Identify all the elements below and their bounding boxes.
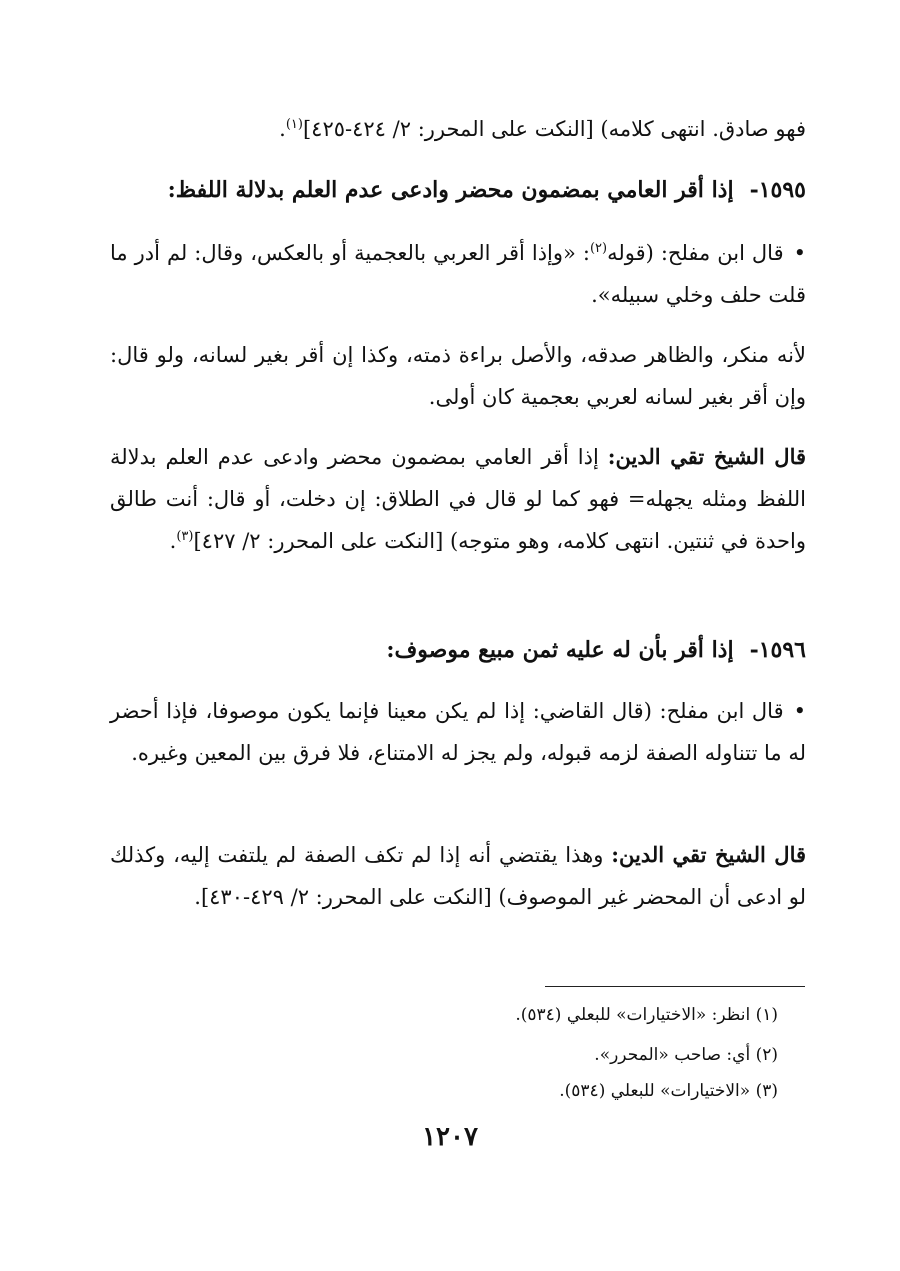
paragraph-continuation: فهو صادق. انتهى كلامه) [النكت على المحرر: ٢/ ٤٢٤-٤٢٥]$^{(١)}$. [279,117,806,141]
speaker-name: قال الشيخ تقي الدين: [611,842,807,867]
footnote-ref: (٢) [589,241,608,256]
footnote-1: (١) انظر: «الاختيارات» للبعلي (٥٣٤). [515,1005,778,1025]
paragraph-taqi-al-din-2: قال الشيخ تقي الدين: وهذا يقتضي أنه إذا لم تكف الصفة لم يلتفت إليه، وكذلك لو ادعى أن المحضر غير الموصوف) [النكت على المحرر: ٢/ ٤٢٩-٤٣٠]. [110,842,807,909]
paragraph-ibn-muflih-1: •قال ابن مفلح: (قوله$^{(٢)}$: «وإذا أقر العربي بالعجمية أو بالعكس، وقال: لم أدر ما قلت حلف وخلي سبيله». [110,241,806,307]
paragraph-explanation: لأنه منكر، والظاهر صدقه، والأصل براءة ذمته، وكذا إن أقر بغير لسانه، ولو قال: وإن أقر بغير لسانه لعربي بعجمية كان أولى. [110,343,806,409]
paragraph-ibn-muflih-2: •قال ابن مفلح: (قال القاضي: إذا لم يكن معينا فإنما يكون موصوفا، فإذا أحضر له ما تتناوله الصفة لزمه قبوله، ولم يجز له الامتناع، فلا فرق بين المعين وغيره. [110,699,806,765]
section-number: ١٥٩٥- [749,177,806,203]
section-title: إذا أقر العامي بمضمون محضر وادعى عدم العلم بدلالة اللفظ: [167,177,734,203]
paragraph-taqi-al-din-1: قال الشيخ تقي الدين: إذا أقر العامي بمضمون محضر وادعى عدم العلم بدلالة اللفظ ومثله يجهله= فهو كما لو قال في الطلاق: إن دخلت، أو قال: أنت طالق واحدة في ثنتين. انتهى كلامه، وهو متوجه) [النكت على المحرر: ٢/ ٤٢٧]$^{(٣)}$. [110,444,807,553]
bullet-icon: • [793,699,806,723]
section-heading-1595 [110,168,806,212]
section-title: إذا أقر بأن له عليه ثمن مبيع موصوف: [386,637,734,663]
speaker-name: قال الشيخ تقي الدين: [607,444,807,469]
section-heading-1596 [110,628,806,672]
footnote-separator [545,986,805,987]
footnote-3: (٣) «الاختيارات» للبعلي (٥٣٤). [559,1081,778,1101]
section-number: ١٥٩٦- [749,637,806,663]
footnote-ref: (١) [285,117,303,132]
footnote-2: (٢) أي: صاحب «المحرر». [594,1045,778,1065]
footnote-ref: (٣) [176,529,194,544]
bullet-icon: • [793,241,806,265]
page-number: ١٢٠٧ [422,1122,478,1152]
